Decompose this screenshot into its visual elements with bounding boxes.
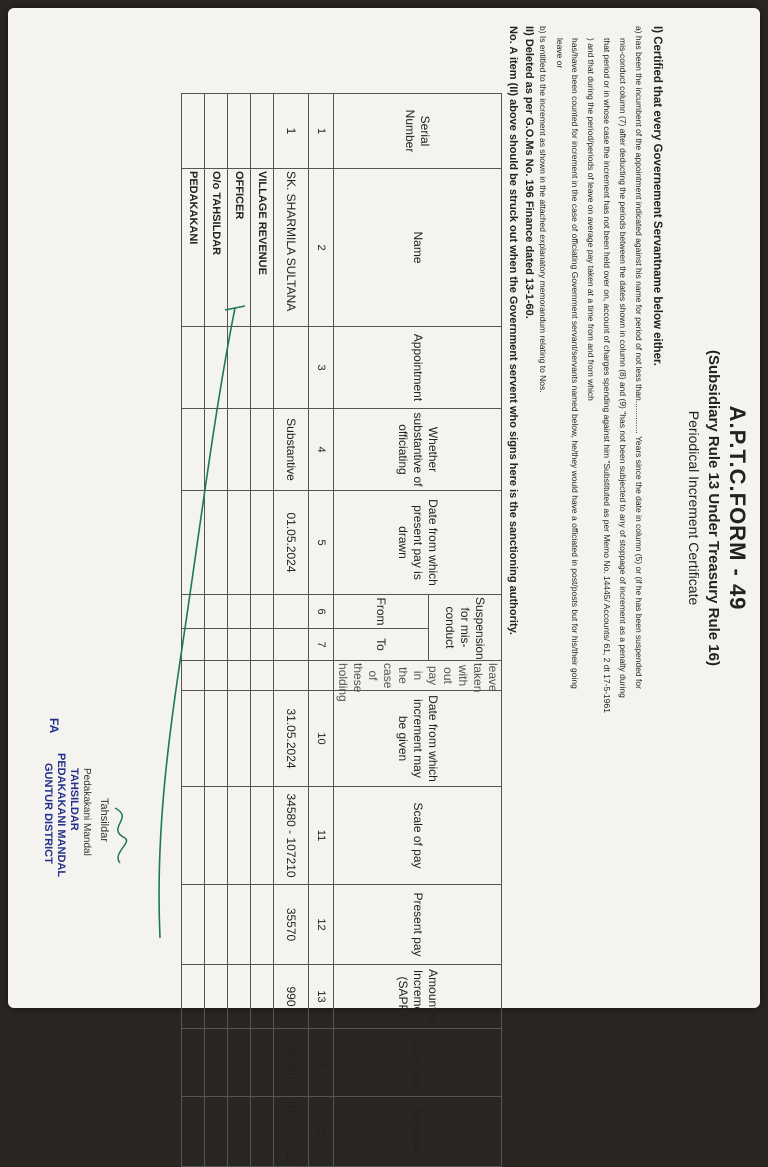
col-num: 7 <box>309 629 334 661</box>
col-num: 2 <box>309 169 334 327</box>
para-a-line5: has/have been counted for increment in the case of officiating Government servant/servants named below, he/they would have a officiated in post/posts but for his/their going <box>570 38 580 689</box>
header-remarks: Remarks <box>334 1097 502 1167</box>
cell-present-pay: 35570 <box>274 885 309 965</box>
col-num: 10 <box>309 691 334 787</box>
para-b: b) Is entitled to the increment as shown in the attached explanatory memorandum relating to Nos. <box>538 26 548 393</box>
para-a-line6: leave or <box>555 38 565 69</box>
header-serial: Serial Number <box>334 94 502 169</box>
cell-designation: VILLAGE REVENUE <box>251 169 274 327</box>
header-name: Name <box>334 169 502 327</box>
col-num: 14 <box>309 1029 334 1097</box>
cell-serial: 1 <box>274 94 309 169</box>
cell-remarks: RPS - 2022 <box>274 1097 309 1167</box>
header-appointment: Appointment <box>334 327 502 409</box>
rotated-document <box>8 8 760 1163</box>
para-a-line2: mis-conduct column (7) after deducting the periods between the dates shown in column (8) and (9) "has not been subjected to any of stoppage of increment as a penalty during <box>618 38 628 698</box>
cell-date-drawn: 01.05.2024 <box>274 491 309 595</box>
form-title: A.P.T.C.FORM - 49 <box>725 405 750 611</box>
header-suspension: Suspension for mis-conduct <box>429 595 502 661</box>
cell-name: SK. SHARMILA SULTANA <box>274 169 309 327</box>
header-from: From <box>334 595 429 629</box>
col-num: 11 <box>309 787 334 885</box>
col-num: 3 <box>309 327 334 409</box>
col-num: 4 <box>309 409 334 491</box>
para-a-line3: that period or in whose case the increment has not been held over on, account of charges spending against him "Substituted as per Memo No. 14445/ Accounts/ 61, 2 dt 17-5-1961 <box>602 38 612 713</box>
form-subtitle: (Subsidiary Rule 13 Under Treasury Rule 16) <box>705 350 722 666</box>
col-num: 12 <box>309 885 334 965</box>
col-num: 13 <box>309 965 334 1029</box>
cell-amount: 990 <box>274 965 309 1029</box>
header-scale: Scale of pay <box>334 787 502 885</box>
col-num: 15 <box>309 1097 334 1167</box>
stamp-prefix: FA <box>47 718 61 734</box>
cell-place: PEDAKAKANI <box>182 169 205 327</box>
header-date-given: Date from which increment may be given <box>334 691 502 787</box>
para-note: No. A item (II) above should be struck out when the Government servent who signs here is the sanctioning authority. <box>507 26 519 635</box>
stamp-line1: TAHSILDAR <box>68 768 80 831</box>
cell-substantive: Substantive <box>274 409 309 491</box>
stamp-line2: PEDAKAKANI MANDAL <box>55 753 67 878</box>
cell-scale: 34580 - 107210 <box>274 787 309 885</box>
col-num: 1 <box>309 94 334 169</box>
header-substantive: Whether substantive of officiating <box>334 409 502 491</box>
header-to: To <box>334 629 429 661</box>
cell-future-pay: 36560 <box>274 1029 309 1097</box>
signature-place: Pedakakani Mandal <box>81 768 92 856</box>
para-a-line4: ) and that during the period/periods of leave on average pay taken at a time from and from which <box>586 38 596 401</box>
header-future-pay: Future pay <box>334 1029 502 1097</box>
form-subtitle-2: Periodical Increment Certificate <box>686 410 702 606</box>
header-date-drawn: Date from which present pay is drawn <box>334 491 502 595</box>
para-certified: I) Certified that every Governement Servantname below either. <box>651 26 663 366</box>
header-present-pay: Present pay <box>334 885 502 965</box>
header-leave: leave taken with out pay in the case of these holding <box>334 661 502 691</box>
header-amount: Amount of Increment (SAPP) <box>334 965 502 1029</box>
document-page <box>8 8 760 1163</box>
cell-designation: OFFICER <box>228 169 251 327</box>
col-num: 5 <box>309 491 334 595</box>
stamp-line3: GUNTUR DISTRICT <box>42 763 54 864</box>
cell-date-given: 31.05.2024 <box>274 691 309 787</box>
col-num: 6 <box>309 595 334 629</box>
para-deleted: II) Deleted as per G.O.Ms No. 196 Finance dated 13-1-60. <box>523 26 535 319</box>
signature-role: Tahsildar <box>98 798 110 843</box>
cell-office: O/o TAHSILDAR <box>205 169 228 327</box>
para-a-line1: a) has been the incumbent of the appointment indicated against his name for period of not less than.............. Years since the date in column (5) or (if he has been suspended for <box>634 26 644 689</box>
